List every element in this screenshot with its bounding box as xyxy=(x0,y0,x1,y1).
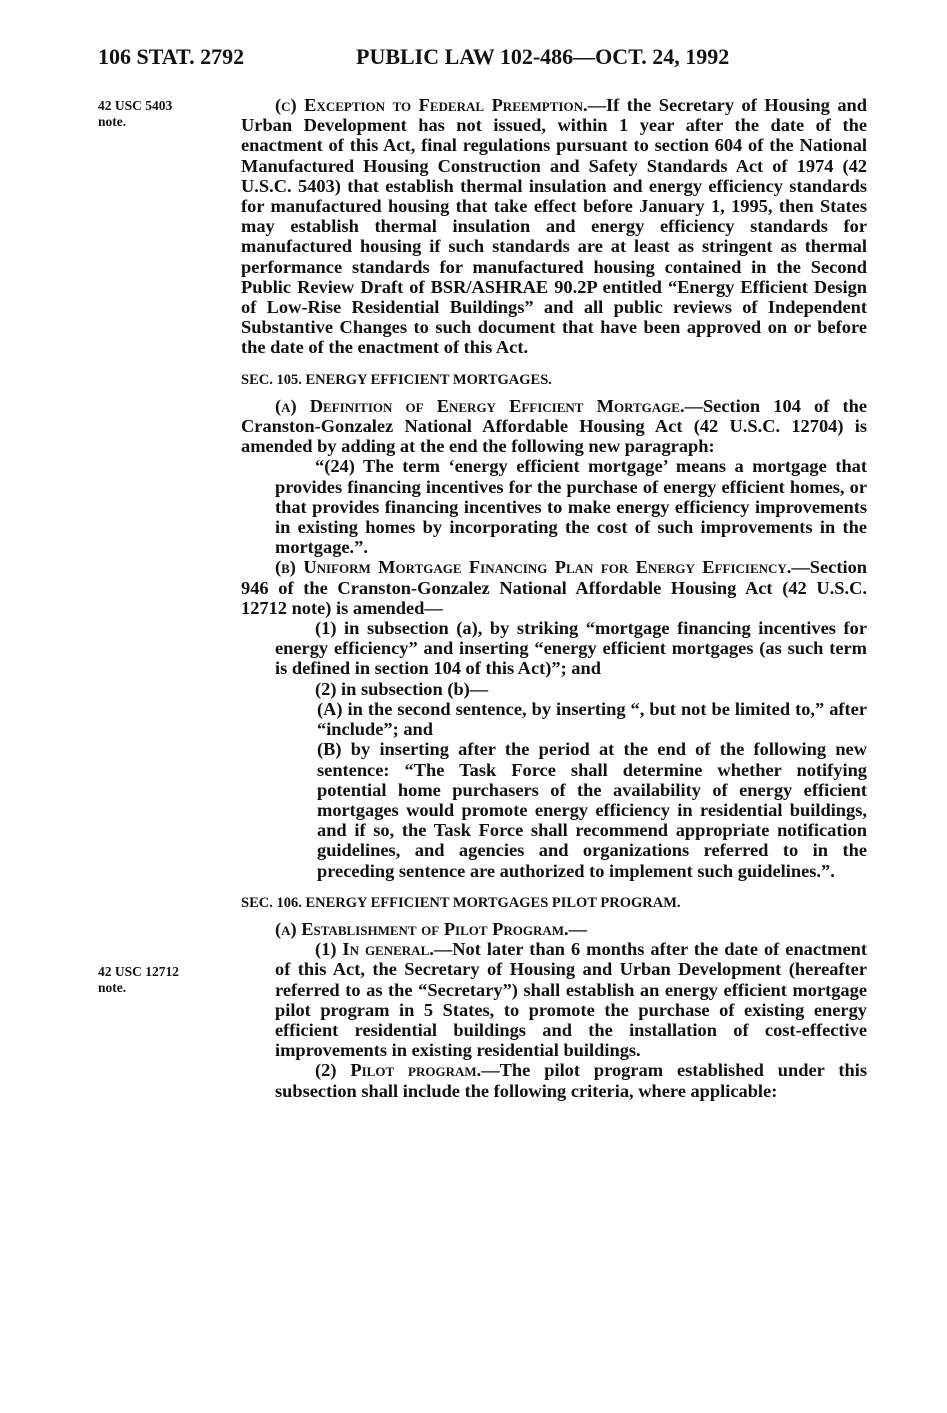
subsection-heading: (a) Establishment of Pilot Program. xyxy=(275,918,569,939)
margin-note-label: note. xyxy=(98,114,127,129)
margin-note-usc-12712 xyxy=(98,964,218,996)
subsection-heading: (b) Uniform Mortgage Financing Plan for Energy Efficiency. xyxy=(275,557,792,578)
subsection-heading: (a) Definition of Energy Efficient Mortgage. xyxy=(275,395,685,416)
paragraph-24: “(24) The term ‘energy efficient mortgage’ means a mortgage that provides financing incentives for the purchase of energy efficient homes, or that provides financing incentives to make energy efficiency improvements in existing homes by incorporating the cost of such improvements in the mortgage.”. xyxy=(275,456,867,558)
subparagraph-B: (B) by inserting after the period at the end of the following new sentence: “The Task Force shall determine whether notifying potential home purchasers of the availability of energy efficient mortgages would promote energy efficiency in residential buildings, and if so, the Task Force shall recommend appropriate notification guidelines, and agencies and organizations referred to in the preceding sentence are authorized to implement such guidelines.”. xyxy=(317,739,867,881)
subsection-establishment: (a) Establishment of Pilot Program.— xyxy=(275,918,588,939)
stat-page-number: 106 STAT. 2792 xyxy=(98,44,245,69)
margin-note-usc-5403 xyxy=(98,98,218,130)
document-body xyxy=(241,95,867,1101)
subsection-text: —Section 104 of the Cranston-Gonzalez National Affordable Housing Act (42 U.S.C. 12704) is amended by adding at the end the following new paragraph: xyxy=(241,395,867,457)
subparagraph-A: (A) in the second sentence, by inserting “, but not be limited to,” after “include”; and xyxy=(317,698,867,740)
subsection-c xyxy=(241,95,867,358)
margin-note-citation: 42 USC 5403 xyxy=(98,98,173,113)
public-law-citation: PUBLIC LAW 102-486—OCT. 24, 1992 xyxy=(356,44,730,69)
margin-note-label: note. xyxy=(98,980,127,995)
paragraph-in-general: (1) In general.—Not later than 6 months after the date of enactment of this Act, the Secretary of Housing and Urban Development (hereafter referred to as the “Secretary”) shall establish an energy efficient mortgage pilot program in 5 States, to promote the purchase of existing energy efficient residential buildings and the installation of cost-effective improvements in existing residential buildings. xyxy=(275,939,867,1061)
page-header xyxy=(98,44,878,74)
section-106-title: SEC. 106. ENERGY EFFICIENT MORTGAGES PILOT PROGRAM. xyxy=(241,894,681,911)
subsection-a xyxy=(241,396,867,457)
subsection-b xyxy=(241,557,867,618)
margin-note-citation: 42 USC 12712 xyxy=(98,964,180,979)
paragraph-b2: (2) in subsection (b)— xyxy=(315,678,489,699)
subsection-heading: (c) Exception to Federal Preemption. xyxy=(275,95,588,115)
subsection-text: —If the Secretary of Housing and Urban Development has not issued, within 1 year after the date of the enactment of this Act, final regulations pursuant to section 604 of the National Manufactured Housing Construction and Safety Standards Act of 1974 (42 U.S.C. 5403) that establish thermal insulation and energy efficiency standards for manufactured housing that take effect before January 1, 1995, then States may establish thermal insulation and energy efficiency standards for manufactured housing if such standards are at least as stringent as thermal performance standards for manufactured housing contained in the Second Public Review Draft of BSR/ASHRAE 90.2P entitled “Energy Efficient Design of Low-Rise Residential Buildings” and all public reviews of Independent Substantive Changes to such document that have been approved on or before the date of the enactment of this Act. xyxy=(241,95,867,358)
paragraph-pilot-program: (2) Pilot program.—The pilot program established under this subsection shall include the following criteria, where applicable: xyxy=(275,1060,867,1101)
subsection-text: —Section 946 of the Cranston-Gonzalez National Affordable Housing Act (42 U.S.C. 12712 note) is amended— xyxy=(241,557,867,618)
section-105-title: SEC. 105. ENERGY EFFICIENT MORTGAGES. xyxy=(241,371,552,388)
paragraph-b1: (1) in subsection (a), by striking “mortgage financing incentives for energy efficiency” and inserting “energy efficient mortgages (as such term is defined in section 104 of this Act)”; and xyxy=(275,618,867,679)
